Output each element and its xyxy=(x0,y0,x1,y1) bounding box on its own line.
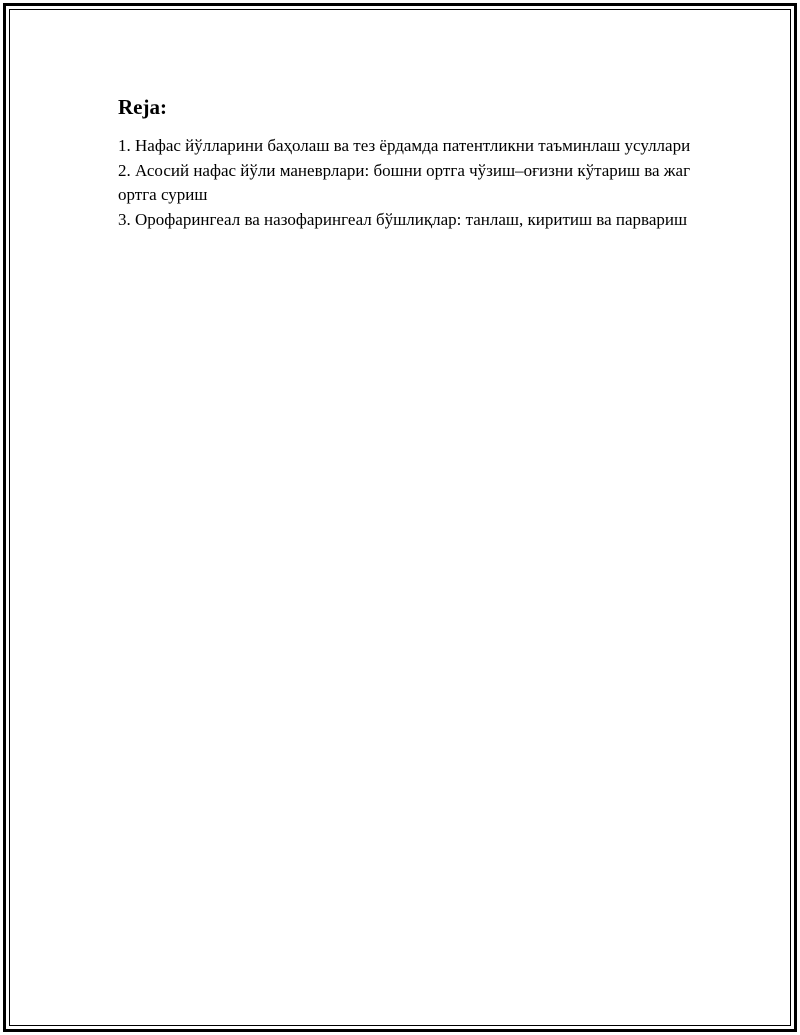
plan-item-3: 3. Орофарингеал ва назофарингеал бўшлиқлар: танлаш, киритиш ва парвариш xyxy=(118,209,688,229)
document-content xyxy=(118,94,698,232)
plan-list xyxy=(118,134,698,232)
plan-item-2: 2. Асосий нафас йўли маневрлари: бошни ортга чўзиш–оғизни кўтариш ва жаг ортга суриш xyxy=(118,160,691,204)
plan-heading: Reja: xyxy=(118,95,167,119)
plan-item-1: 1. Нафас йўлларини баҳолаш ва тез ёрдамда патентликни таъминлаш усуллари xyxy=(118,136,691,155)
